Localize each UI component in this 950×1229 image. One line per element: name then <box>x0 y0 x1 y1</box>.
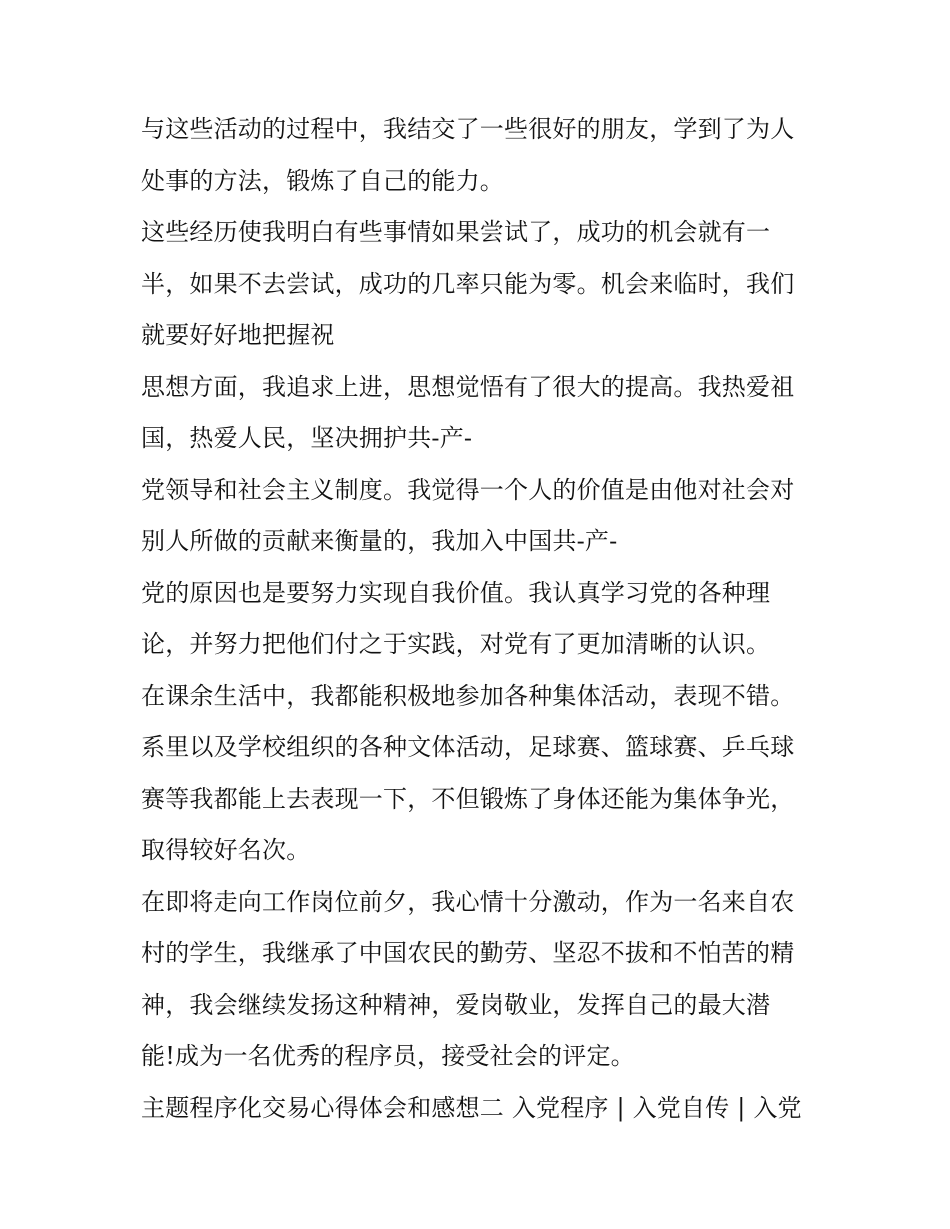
text-line: 党领导和社会主义制度。我觉得一个人的价值是由他对社会对 <box>141 475 795 504</box>
text-line: 赛等我都能上去表现一下，不但锻炼了身体还能为集体争光， <box>141 784 795 813</box>
text-line: 主题程序化交易心得体会和感想二 入党程序 | 入党自传 | 入党 <box>141 1093 802 1122</box>
text-line: 半，如果不去尝试，成功的几率只能为零。机会来临时，我们 <box>141 269 795 298</box>
text-line: 在即将走向工作岗位前夕，我心情十分激动，作为一名来自农 <box>141 887 795 916</box>
text-line: 取得较好名次。 <box>141 836 311 864</box>
text-line: 神，我会继续发扬这种精神，爱岗敬业，发挥自己的最大潜 <box>141 990 771 1019</box>
text-line: 就要好好地把握祝 <box>141 321 335 349</box>
text-line: 能!成为一名优秀的程序员，接受社会的评定。 <box>141 1042 635 1070</box>
text-line: 党的原因也是要努力实现自我价值。我认真学习党的各种理 <box>141 578 771 607</box>
text-line: 在课余生活中，我都能积极地参加各种集体活动，表现不错。 <box>141 681 795 710</box>
text-line: 村的学生，我继承了中国农民的勤劳、坚忍不拔和不怕苦的精 <box>141 939 795 967</box>
text-line: 思想方面，我追求上进，思想觉悟有了很大的提高。我热爱祖 <box>141 372 795 401</box>
text-line: 系里以及学校组织的各种文体活动，足球赛、篮球赛、乒乓球 <box>141 733 795 761</box>
text-line: 别人所做的贡献来衡量的，我加入中国共-产- <box>141 527 618 555</box>
text-line: 论，并努力把他们付之于实践，对党有了更加清晰的认识。 <box>141 630 771 658</box>
document-body <box>141 104 821 1134</box>
text-line: 这些经历使我明白有些事情如果尝试了，成功的机会就有一 <box>141 218 771 246</box>
text-line: 处事的方法，锻炼了自己的能力。 <box>141 166 504 195</box>
text-line: 国，热爱人民，坚决拥护共-产- <box>141 424 473 452</box>
text-line: 与这些活动的过程中，我结交了一些很好的朋友，学到了为人 <box>141 115 795 143</box>
